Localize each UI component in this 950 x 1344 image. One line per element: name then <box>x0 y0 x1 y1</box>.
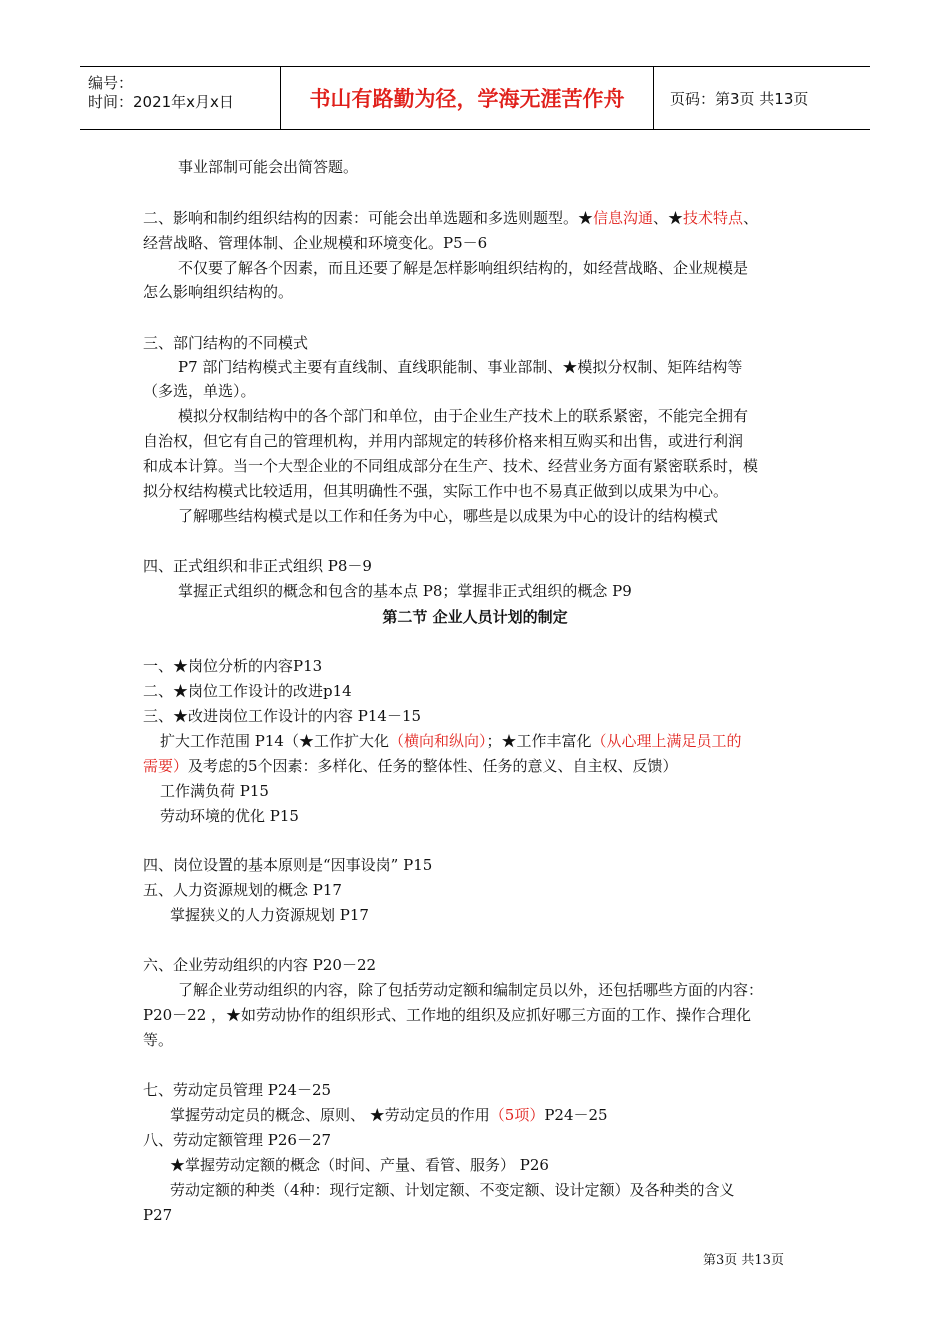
body-line: 五、人力资源规划的概念 P17 <box>143 881 342 899</box>
body-line: 掌握正式组织的概念和包含的基本点 P8；掌握非正式组织的概念 P9 <box>178 582 632 600</box>
time-label: 时间：2021年x月x日 <box>88 93 234 111</box>
body-line: 三、部门结构的不同模式 <box>143 334 309 352</box>
body-line: P20－22 ，★如劳动协作的组织形式、工作地的组织及应抓好哪三方面的工作、操作合理化 <box>143 1006 752 1024</box>
body-line: 和成本计算。当一个大型企业的不同组成部分在生产、技术、经营业务方面有紧密联系时，模 <box>143 457 759 475</box>
body-line: 怎么影响组织结构的。 <box>143 283 294 301</box>
body-line: 了解企业劳动组织的内容，除了包括劳动定额和编制定员以外，还包括哪些方面的内容： <box>178 981 764 999</box>
body-line: 二、★岗位工作设计的改进p14 <box>143 682 352 700</box>
body-line: 劳动定额的种类（4种：现行定额、计划定额、不变定额、设计定额）及各种类的含义 <box>170 1181 735 1199</box>
body-line: 扩大工作范围 P14（★工作扩大化（横向和纵向）；★工作丰富化（从心理上满足员工的 <box>160 732 742 750</box>
body-line: 不仅要了解各个因素，而且还要了解是怎样影响组织结构的，如经营战略、企业规模是 <box>178 259 749 277</box>
body-line: 掌握狭义的人力资源规划 P17 <box>170 906 369 924</box>
body-line: 了解哪些结构模式是以工作和任务为中心，哪些是以成果为中心的设计的结构模式 <box>178 507 719 525</box>
body-line: 劳动环境的优化 P15 <box>160 807 299 825</box>
body-line: 一、★岗位分析的内容P13 <box>143 657 323 675</box>
body-line: 拟分权结构模式比较适用，但其明确性不强，实际工作中也不易真正做到以成果为中心。 <box>143 482 729 500</box>
body-line: 四、正式组织和非正式组织 P8－9 <box>143 557 372 575</box>
body-line: 工作满负荷 P15 <box>160 782 269 800</box>
body-line: 二、影响和制约组织结构的因素：可能会出单选题和多选则题型。★信息沟通、★技术特点、 <box>143 209 759 227</box>
page-label: 页码：第3页 共13页 <box>670 89 809 108</box>
page-header <box>80 66 870 130</box>
body-line: （多选，单选）。 <box>143 382 256 400</box>
header-page-label <box>662 67 870 129</box>
body-line: 模拟分权制结构中的各个部门和单位，由于企业生产技术上的联系紧密，不能完全拥有 <box>178 407 749 425</box>
body-line: 自治权，但它有自己的管理机构，并用内部规定的转移价格来相互购买和出售，或进行利润 <box>143 432 744 450</box>
number-label: 编号： <box>88 74 134 92</box>
body-line: 经营战略、管理体制、企业规模和环境变化。P5－6 <box>143 234 488 252</box>
section-title: 第二节 企业人员计划的制定 <box>382 608 568 626</box>
body-line: 事业部制可能会出简答题。 <box>178 158 359 176</box>
header-meta <box>80 67 280 129</box>
body-line: 八、劳动定额管理 P26－27 <box>143 1131 332 1149</box>
body-line: P7 部门结构模式主要有直线制、直线职能制、事业部制、★模拟分权制、矩阵结构等 <box>178 358 743 376</box>
body-line: 六、企业劳动组织的内容 P20－22 <box>143 956 377 974</box>
body-line: 等。 <box>143 1031 174 1049</box>
body-line: ★掌握劳动定额的概念（时间、产量、看管、服务） P26 <box>170 1156 549 1174</box>
body-line: P27 <box>143 1206 173 1224</box>
body-line: 四、岗位设置的基本原则是“因事设岗” P15 <box>143 856 433 874</box>
body-line: 三、★改进岗位工作设计的内容 P14－15 <box>143 707 422 725</box>
page-footer: 第3页 共13页 <box>703 1253 784 1268</box>
body-line: 七、劳动定员管理 P24－25 <box>143 1081 332 1099</box>
body-line: 掌握劳动定员的概念、原则、 ★劳动定员的作用（5项）P24－25 <box>170 1106 608 1124</box>
body-line: 需要）及考虑的5个因素：多样化、任务的整体性、任务的意义、自主权、反馈） <box>143 757 678 775</box>
header-motto: 书山有路勤为径，学海无涯苦作舟 <box>280 67 654 129</box>
